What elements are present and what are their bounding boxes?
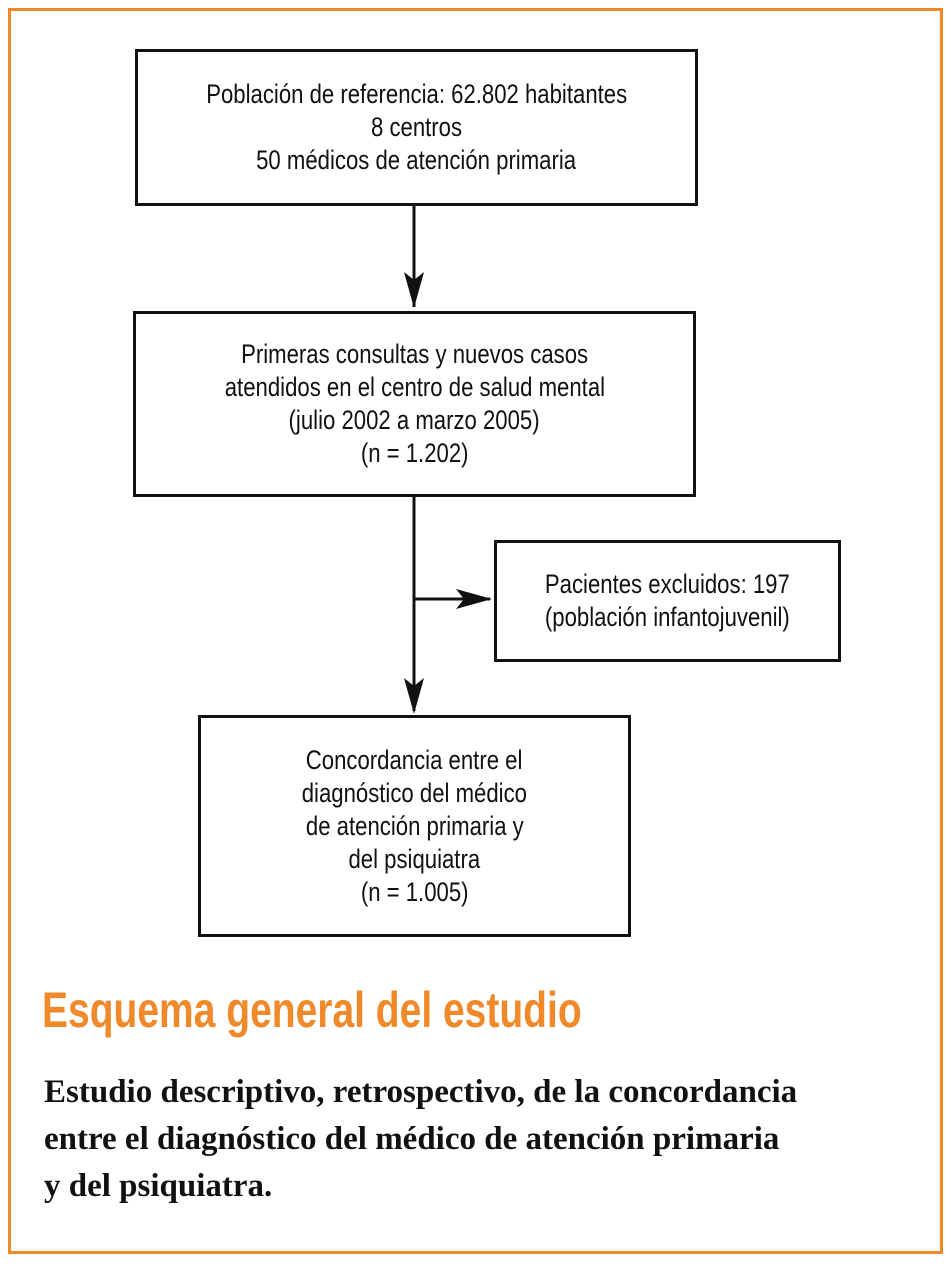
population-box [135, 49, 698, 206]
concordance-line-5: (n = 1.005) [360, 876, 469, 907]
population-line-3: 50 médicos de atención primaria [256, 145, 577, 175]
population-line-2: 8 centros [370, 112, 463, 142]
concordance-box [198, 715, 631, 937]
concordance-line-4: del psiquiatra [348, 843, 481, 874]
section-heading: Esquema general del estudio [42, 982, 582, 1038]
study-description [44, 1069, 924, 1210]
consultations-line-3: (julio 2002 a marzo 2005) [288, 405, 541, 435]
consultations-line-2: atendidos en el centro de salud mental [224, 372, 605, 402]
consultations-line-1: Primeras consultas y nuevos casos [240, 339, 589, 369]
population-line-1: Población de referencia: 62.802 habitantes [206, 79, 627, 109]
excluded-patients-box [494, 540, 841, 662]
consultations-box [133, 311, 696, 497]
description-line-3: y del psiquiatra. [44, 1168, 273, 1204]
description-line-1: Estudio descriptivo, retrospectivo, de la concordancia [44, 1074, 798, 1110]
concordance-line-2: diagnóstico del médico [301, 777, 528, 808]
description-line-2: entre el diagnóstico del médico de atención primaria [44, 1121, 780, 1157]
excluded-line-1: Pacientes excluidos: 197 [545, 569, 790, 599]
excluded-line-2: (población infantojuvenil) [545, 602, 790, 632]
concordance-line-1: Concordancia entre el [306, 744, 523, 775]
consultations-line-4: (n = 1.202) [360, 438, 469, 468]
concordance-line-3: de atención primaria y [305, 810, 524, 841]
